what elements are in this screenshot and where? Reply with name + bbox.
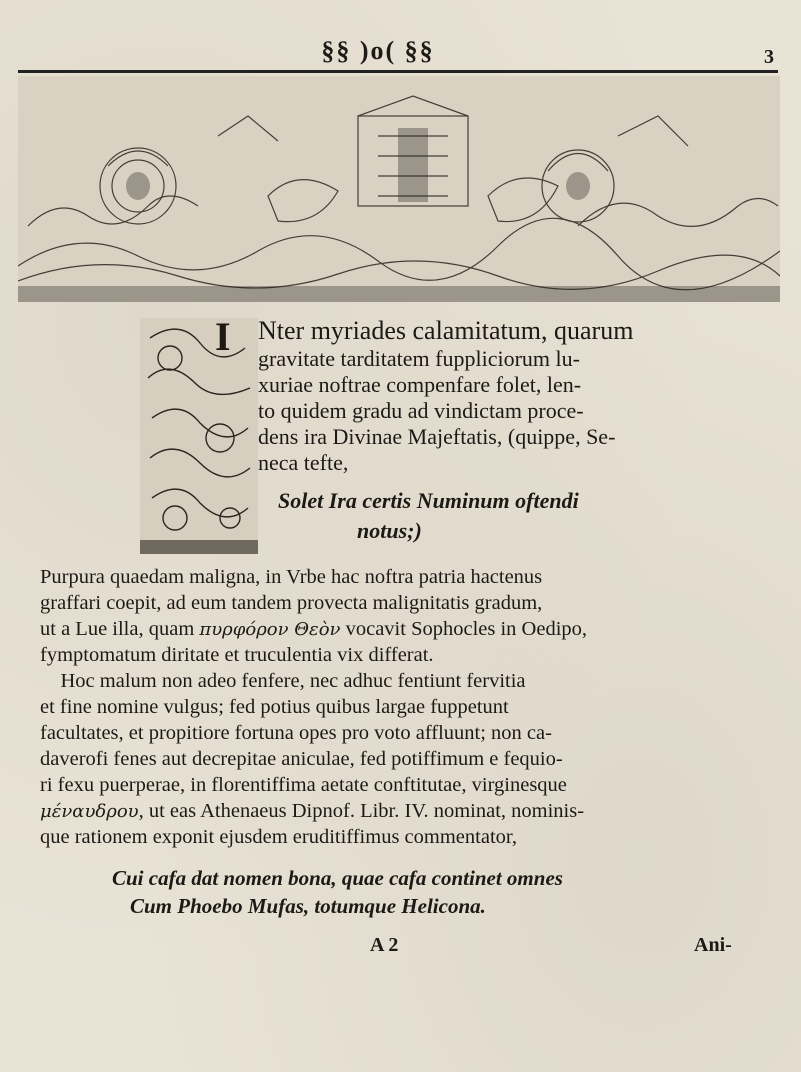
verse-line: Cum Phoebo Mufas, totumque Helicona.	[130, 894, 486, 918]
running-header	[18, 36, 778, 76]
intro-line: dens ira Divinae Majeftatis, (quippe, Se-	[258, 424, 616, 449]
initial-ornament	[140, 318, 258, 554]
body-text: que rationem exponit ejusdem eruditiffimus commentator,	[40, 826, 518, 848]
body-line	[40, 746, 563, 772]
body-text: ri fexu puerperae, in florentiffima aetate conftitutae, virginesque	[40, 774, 567, 796]
intro-line: to quidem gradu ad vindictam proce-	[258, 398, 584, 423]
header-rule	[18, 70, 778, 73]
quote-line: notus;)	[357, 518, 422, 543]
header-ornament: §§ )o( §§	[321, 36, 435, 65]
verse-line: Cui cafa dat nomen bona, quae cafa continet omnes	[112, 866, 563, 890]
body-line	[40, 694, 509, 720]
intro-line: neca tefte,	[258, 450, 349, 475]
body-line	[40, 616, 587, 643]
body-line	[40, 772, 567, 798]
body-line	[40, 824, 517, 850]
greek-phrase: πυρφόρον Θεὸν	[199, 619, 341, 640]
body-text: fymptomatum diritate et truculentia vix differat.	[40, 644, 434, 666]
body-line	[40, 642, 434, 668]
body-text: Hoc malum non adeo fenfere, nec adhuc fentiunt fervitia	[40, 670, 526, 692]
body-text: et fine nomine vulgus; fed potius quibus largae fuppetunt	[40, 696, 509, 718]
intro-line: gravitate tarditatem fuppliciorum lu-	[258, 346, 580, 371]
body-text: facultates, et propitiore fortuna opes pro voto affluunt; non ca-	[40, 722, 552, 744]
body-text: ut a Lue illa, quam	[40, 618, 200, 640]
greek-phrase: μέναυδρου	[40, 801, 139, 822]
intro-line: xuriae noftrae compenfare folet, len-	[258, 372, 582, 397]
headpiece-engraving	[18, 76, 780, 302]
drop-initial: I	[215, 314, 231, 359]
page-number: 3	[764, 46, 774, 68]
intro-line: Nter myriades calamitatum, quarum	[258, 316, 634, 345]
body-text: vocavit Sophocles in Oedipo,	[340, 618, 588, 640]
body-text: daverofi fenes aut decrepitae aniculae, fed potiffimum e fequio-	[40, 748, 563, 770]
body-line	[40, 668, 526, 694]
body-line	[40, 590, 542, 616]
body-line	[40, 720, 552, 746]
signature-mark: A 2	[370, 934, 399, 956]
body-text: graffari coepit, ad eum tandem provecta malignitatis gradum,	[40, 592, 543, 614]
catchword: Ani-	[694, 934, 732, 956]
quote-line: Solet Ira certis Numinum oftendi	[278, 488, 579, 513]
body-text: , ut eas Athenaeus Dipnof. Libr. IV. nominat, nominis-	[138, 800, 585, 822]
body-line	[40, 798, 584, 825]
body-line	[40, 564, 542, 590]
body-text: Purpura quaedam maligna, in Vrbe hac noftra patria hactenus	[40, 566, 543, 588]
